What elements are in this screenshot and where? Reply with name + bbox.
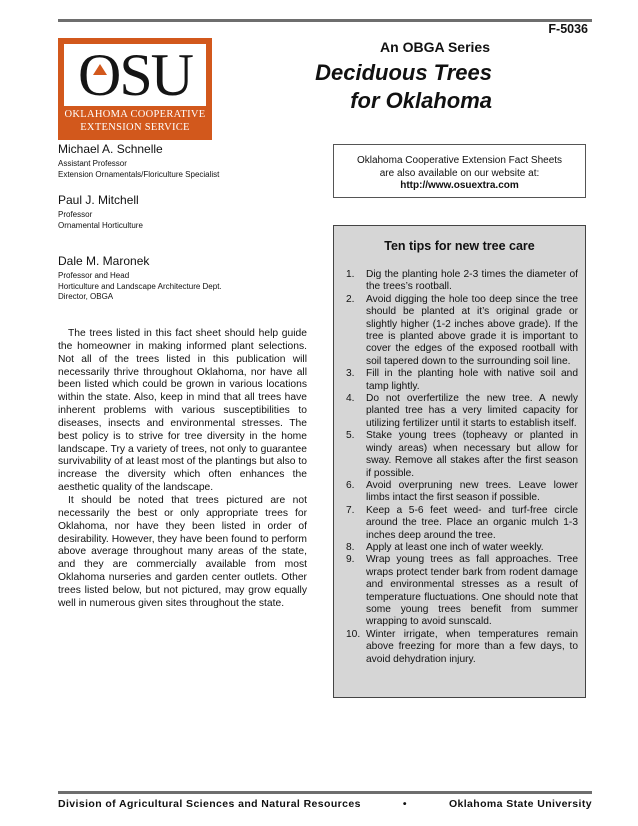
tip-number: 7.	[346, 504, 355, 516]
title-line-1: Deciduous Trees	[315, 60, 492, 85]
bottom-rule	[58, 791, 592, 794]
tip-item	[346, 629, 578, 666]
author-name: Michael A. Schnelle	[58, 142, 163, 156]
logo-wordmark-panel	[64, 44, 206, 106]
tip-item	[346, 542, 578, 554]
footer-university: Oklahoma State University	[448, 798, 592, 810]
tips-list	[346, 269, 578, 666]
author-role: Ornamental Horticulture	[58, 220, 143, 230]
footer-division: Division of Agricultural Sciences and Natural Resources	[58, 798, 361, 810]
tip-number: 8.	[346, 541, 355, 553]
tip-number: 9.	[346, 554, 355, 566]
tip-item	[346, 269, 578, 294]
tip-number: 4.	[346, 393, 355, 405]
intro-text	[58, 328, 307, 611]
tip-text: Dig the planting hole 2-3 times the diameter of the trees’s rootball.	[366, 269, 578, 293]
footer-separator: •	[402, 798, 407, 810]
tip-text: Apply at least one inch of water weekly.	[366, 541, 544, 553]
intro-paragraph: It should be noted that trees pictured are not necessarily the best or only appropriate trees for Oklahoma, nor have they been listed in order of desirability. However, they have been found to perform above average throughout many areas of the state, and they are commercially available from most Oklahoma nurseries and garden center outlets. Other trees listed below, but not pictured, may grow equally well in numerous given sites throughout the state.	[58, 494, 307, 609]
tip-text: Stake young trees (topheavy or planted in windy areas) when necessary but allow for sway. Remove all stakes after the first season if possible.	[366, 430, 578, 479]
tip-item	[346, 368, 578, 393]
author-role: Horticulture and Landscape Architecture Dept.	[58, 281, 222, 291]
tip-item	[346, 393, 578, 430]
osu-extension-logo	[58, 38, 212, 140]
author-name: Paul J. Mitchell	[58, 193, 139, 207]
tree-care-tips-box	[333, 225, 586, 698]
fact-box-line-2: are also available on our website at:	[379, 167, 540, 179]
top-rule	[58, 19, 592, 22]
author-role: Extension Ornamentals/Floriculture Specialist	[58, 169, 220, 179]
tip-number: 6.	[346, 479, 355, 491]
author-schnelle	[58, 142, 219, 180]
author-mitchell	[58, 193, 143, 231]
tip-item	[346, 430, 578, 480]
tip-number: 2.	[346, 293, 355, 305]
fact-sheet-number: F-5036	[548, 22, 588, 36]
logo-line-2: EXTENSION SERVICE	[80, 122, 190, 133]
tip-text: Avoid digging the hole too deep since the tree should be planted at it’s original grade or slightly higher (1-2 inches above grade). If the tree is planted above grade it is important to cover the edges of the exposed rootball with soil tapered down to the surrounding soil line.	[366, 293, 578, 367]
author-role: Professor and Head	[58, 271, 130, 280]
tip-text: Winter irrigate, when temperatures remain above freezing for more than a few days, to avoid dehydration injury.	[366, 628, 578, 665]
author-role: Professor	[58, 210, 93, 219]
tip-number: 3.	[346, 368, 355, 380]
tip-text: Wrap young trees as fall approaches. Tree wraps protect tender bark from rodent damage and environmental stresses as a result of temperature fluctuations. One should note that some young trees benefit from summer wrapping to avoid sunscald.	[366, 554, 578, 628]
series-label: An OBGA Series	[380, 39, 490, 55]
author-name: Dale M. Maronek	[58, 254, 150, 268]
title-line-2: for Oklahoma	[350, 88, 492, 113]
logo-line-1: OKLAHOMA COOPERATIVE	[64, 109, 206, 120]
tip-item	[346, 505, 578, 542]
tip-number: 1.	[346, 269, 355, 280]
tips-title: Ten tips for new tree care	[384, 239, 535, 253]
intro-paragraph: The trees listed in this fact sheet should help guide the homeowner in making informed plant selections. Not all of the trees listed in this publication will necessarily thrive throughout Oklahoma, nor have all been listed which could be grown in various locations within the state. Also, keep in mind that all trees have inherent problems with various susceptibilities to diseases, insects and environmental stresses. The best policy is to strive for tree diversity in the home landscape. Try a variety of trees, not only to guarantee survivability of at least most of the plantings but also to increase the diversity which often enhances the aesthetic quality of the landscape.	[58, 328, 307, 494]
tip-number: 5.	[346, 430, 355, 442]
logo-wordmark: OSU	[77, 42, 193, 108]
author-maronek	[58, 254, 222, 303]
tip-text: Keep a 5-6 feet weed- and turf-free circle around the tree. Place an organic mulch 1-3 inches deep around the tree.	[366, 504, 578, 541]
footer	[58, 798, 592, 810]
tip-item	[346, 294, 578, 368]
tip-text: Do not overfertilize the new tree. A newly planted tree has a very limited capacity for utilizing fertilizer until it starts to establish itself.	[366, 393, 578, 429]
tip-item	[346, 554, 578, 628]
author-role: Assistant Professor	[58, 159, 127, 168]
fact-sheet-website-box	[333, 144, 586, 198]
tip-number: 10.	[346, 628, 361, 640]
tip-item	[346, 480, 578, 505]
tip-text: Fill in the planting hole with native soil and tamp lightly.	[366, 368, 578, 392]
website-link[interactable]: http://www.osuextra.com	[400, 180, 519, 191]
tip-text: Avoid overpruning new trees. Leave lower limbs intact the first season if possible.	[366, 479, 578, 504]
fact-box-line-1: Oklahoma Cooperative Extension Fact Sheets	[356, 155, 563, 166]
logo-triangle-icon	[93, 64, 107, 75]
author-role: Director, OBGA	[58, 292, 114, 301]
